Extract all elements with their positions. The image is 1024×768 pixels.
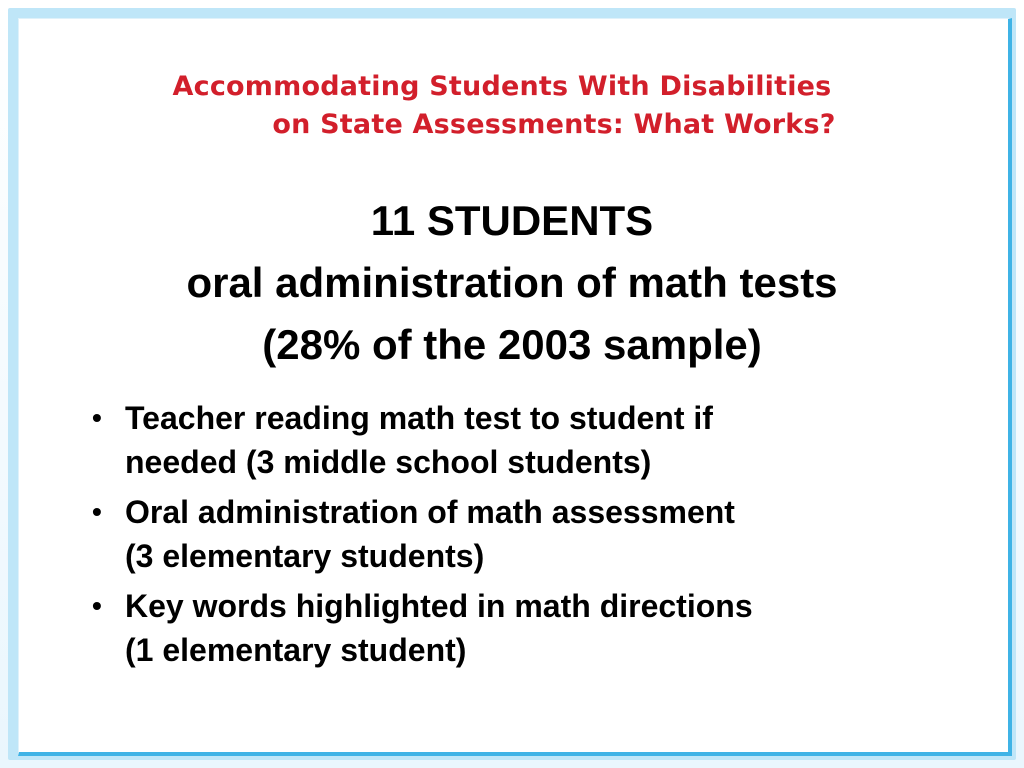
bullet-item (92, 396, 962, 484)
bullet-text-line-2: needed (3 middle school students) (125, 444, 652, 480)
title-line-3: (28% of the 2003 sample) (262, 321, 762, 368)
bullet-list (92, 396, 962, 678)
bullet-text-line-1: Teacher reading math test to student if (125, 400, 713, 436)
bullet-text-line-2: (3 elementary students) (125, 538, 485, 574)
slide-title (0, 190, 1024, 376)
bullet-icon: • (92, 402, 102, 433)
bullet-text-line-1: Key words highlighted in math directions (125, 588, 753, 624)
title-line-1: 11 STUDENTS (370, 197, 654, 244)
bullet-text-line-2: (1 elementary student) (125, 632, 467, 668)
banner-title (0, 68, 1024, 144)
banner-line-2: on State Assessments: What Works? (272, 109, 836, 140)
bullet-icon: • (92, 496, 102, 527)
title-line-2: oral administration of math tests (186, 259, 838, 306)
banner-line-1: Accommodating Students With Disabilities (172, 71, 832, 102)
bullet-icon: • (92, 590, 102, 621)
bullet-text-line-1: Oral administration of math assessment (125, 494, 735, 530)
bullet-item (92, 584, 962, 672)
bullet-item (92, 490, 962, 578)
